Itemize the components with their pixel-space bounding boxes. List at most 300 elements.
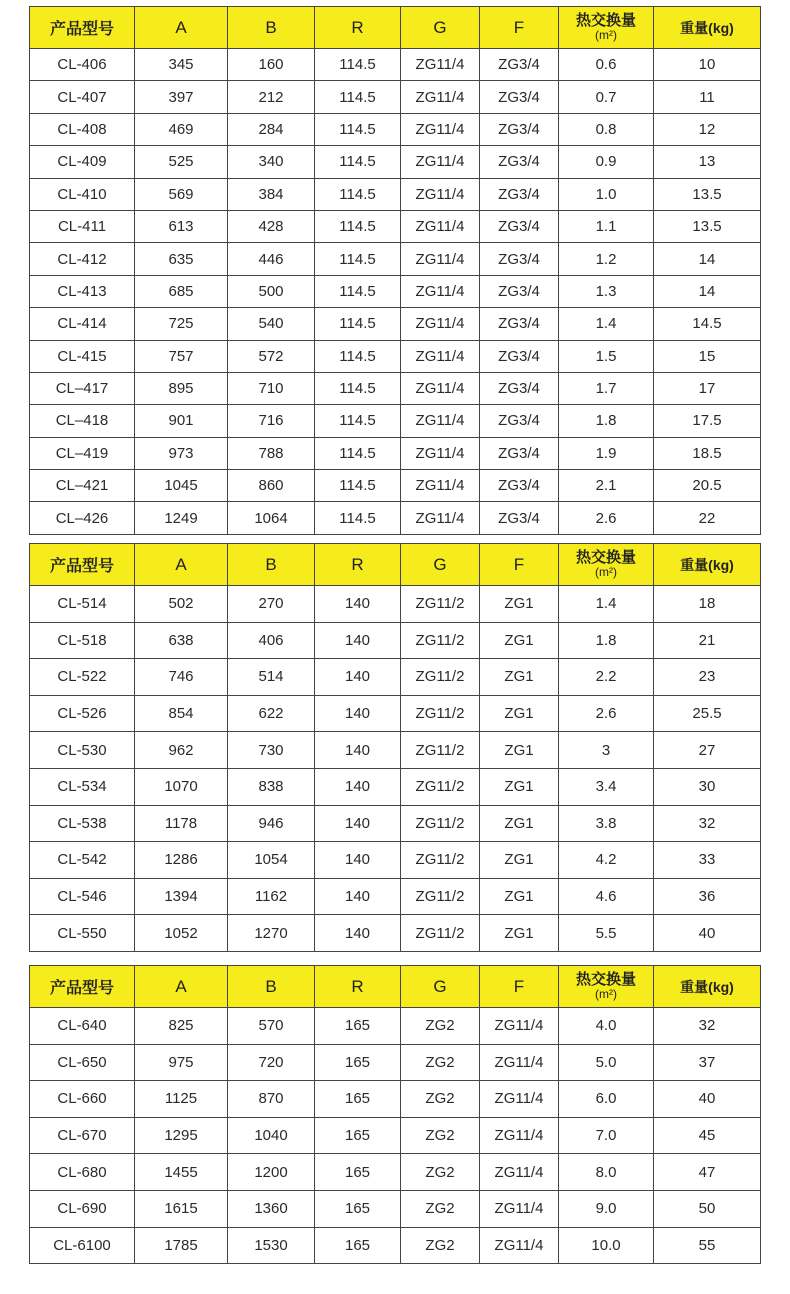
cell-r: 140 xyxy=(315,732,401,769)
cell-weight: 13.5 xyxy=(654,210,761,242)
cell-model: CL-518 xyxy=(30,622,135,659)
cell-r: 114.5 xyxy=(315,113,401,145)
cell-b: 340 xyxy=(228,146,315,178)
header-model: 产品型号 xyxy=(30,544,135,586)
cell-a: 1286 xyxy=(135,842,228,879)
cell-heat-exchange: 7.0 xyxy=(559,1117,654,1154)
cell-b: 514 xyxy=(228,659,315,696)
cell-a: 975 xyxy=(135,1044,228,1081)
cell-f: ZG3/4 xyxy=(480,113,559,145)
cell-f: ZG1 xyxy=(480,805,559,842)
cell-g: ZG11/2 xyxy=(401,586,480,623)
cell-heat-exchange: 1.3 xyxy=(559,275,654,307)
cell-model: CL–421 xyxy=(30,470,135,502)
header-weight: 重量(kg) xyxy=(654,966,761,1008)
header-heat-exchange xyxy=(559,544,654,586)
cell-heat-exchange: 1.4 xyxy=(559,308,654,340)
cell-r: 114.5 xyxy=(315,275,401,307)
cell-f: ZG11/4 xyxy=(480,1044,559,1081)
cell-heat-exchange: 3.8 xyxy=(559,805,654,842)
cell-r: 165 xyxy=(315,1227,401,1264)
cell-b: 1054 xyxy=(228,842,315,879)
cell-b: 428 xyxy=(228,210,315,242)
cell-model: CL-407 xyxy=(30,81,135,113)
cell-a: 1394 xyxy=(135,878,228,915)
cell-f: ZG1 xyxy=(480,586,559,623)
cell-r: 114.5 xyxy=(315,308,401,340)
cell-f: ZG11/4 xyxy=(480,1081,559,1118)
cell-g: ZG11/2 xyxy=(401,695,480,732)
cell-g: ZG11/2 xyxy=(401,768,480,805)
cell-weight: 14 xyxy=(654,275,761,307)
table-row xyxy=(30,586,761,623)
cell-a: 635 xyxy=(135,243,228,275)
header-model: 产品型号 xyxy=(30,966,135,1008)
cell-g: ZG11/2 xyxy=(401,732,480,769)
cell-g: ZG11/4 xyxy=(401,113,480,145)
cell-a: 1455 xyxy=(135,1154,228,1191)
cell-a: 962 xyxy=(135,732,228,769)
spec-table-500-series xyxy=(29,543,761,952)
cell-g: ZG11/2 xyxy=(401,842,480,879)
cell-g: ZG11/4 xyxy=(401,178,480,210)
cell-heat-exchange: 1.9 xyxy=(559,437,654,469)
cell-weight: 17.5 xyxy=(654,405,761,437)
cell-heat-exchange: 1.8 xyxy=(559,405,654,437)
cell-r: 140 xyxy=(315,878,401,915)
header-f: F xyxy=(480,966,559,1008)
cell-a: 685 xyxy=(135,275,228,307)
cell-f: ZG3/4 xyxy=(480,275,559,307)
cell-a: 895 xyxy=(135,372,228,404)
cell-heat-exchange: 1.4 xyxy=(559,586,654,623)
header-g: G xyxy=(401,966,480,1008)
table-row xyxy=(30,1154,761,1191)
cell-g: ZG2 xyxy=(401,1081,480,1118)
cell-b: 788 xyxy=(228,437,315,469)
cell-weight: 14 xyxy=(654,243,761,275)
cell-weight: 18 xyxy=(654,586,761,623)
table-row xyxy=(30,1117,761,1154)
cell-a: 854 xyxy=(135,695,228,732)
cell-g: ZG11/4 xyxy=(401,437,480,469)
cell-model: CL-406 xyxy=(30,49,135,81)
table-row xyxy=(30,732,761,769)
cell-f: ZG11/4 xyxy=(480,1190,559,1227)
cell-b: 284 xyxy=(228,113,315,145)
cell-b: 270 xyxy=(228,586,315,623)
cell-g: ZG11/4 xyxy=(401,81,480,113)
cell-b: 446 xyxy=(228,243,315,275)
cell-r: 140 xyxy=(315,695,401,732)
cell-r: 114.5 xyxy=(315,340,401,372)
cell-model: CL-660 xyxy=(30,1081,135,1118)
cell-f: ZG11/4 xyxy=(480,1117,559,1154)
cell-f: ZG1 xyxy=(480,878,559,915)
cell-model: CL–419 xyxy=(30,437,135,469)
table-row xyxy=(30,178,761,210)
cell-r: 165 xyxy=(315,1008,401,1045)
cell-weight: 14.5 xyxy=(654,308,761,340)
cell-heat-exchange: 2.6 xyxy=(559,502,654,534)
header-weight: 重量(kg) xyxy=(654,544,761,586)
cell-weight: 15 xyxy=(654,340,761,372)
cell-model: CL-690 xyxy=(30,1190,135,1227)
header-a: A xyxy=(135,966,228,1008)
cell-heat-exchange: 6.0 xyxy=(559,1081,654,1118)
cell-weight: 37 xyxy=(654,1044,761,1081)
cell-g: ZG2 xyxy=(401,1154,480,1191)
header-b: B xyxy=(228,966,315,1008)
cell-g: ZG2 xyxy=(401,1044,480,1081)
cell-weight: 55 xyxy=(654,1227,761,1264)
cell-g: ZG11/4 xyxy=(401,146,480,178)
table-row xyxy=(30,470,761,502)
cell-weight: 40 xyxy=(654,915,761,952)
table-row xyxy=(30,1008,761,1045)
cell-weight: 36 xyxy=(654,878,761,915)
cell-b: 1360 xyxy=(228,1190,315,1227)
cell-model: CL-542 xyxy=(30,842,135,879)
cell-b: 384 xyxy=(228,178,315,210)
cell-a: 725 xyxy=(135,308,228,340)
cell-f: ZG3/4 xyxy=(480,243,559,275)
cell-g: ZG2 xyxy=(401,1227,480,1264)
cell-b: 406 xyxy=(228,622,315,659)
cell-a: 901 xyxy=(135,405,228,437)
cell-g: ZG2 xyxy=(401,1117,480,1154)
cell-r: 114.5 xyxy=(315,405,401,437)
cell-model: CL-534 xyxy=(30,768,135,805)
cell-model: CL-530 xyxy=(30,732,135,769)
cell-g: ZG11/2 xyxy=(401,915,480,952)
cell-b: 1200 xyxy=(228,1154,315,1191)
cell-heat-exchange: 1.1 xyxy=(559,210,654,242)
cell-f: ZG3/4 xyxy=(480,49,559,81)
cell-weight: 50 xyxy=(654,1190,761,1227)
cell-weight: 32 xyxy=(654,1008,761,1045)
cell-r: 140 xyxy=(315,915,401,952)
cell-b: 1162 xyxy=(228,878,315,915)
cell-f: ZG3/4 xyxy=(480,81,559,113)
cell-a: 569 xyxy=(135,178,228,210)
table-row xyxy=(30,113,761,145)
cell-weight: 18.5 xyxy=(654,437,761,469)
cell-weight: 21 xyxy=(654,622,761,659)
cell-f: ZG3/4 xyxy=(480,340,559,372)
cell-a: 746 xyxy=(135,659,228,696)
table-row xyxy=(30,1190,761,1227)
cell-g: ZG11/2 xyxy=(401,878,480,915)
cell-model: CL-550 xyxy=(30,915,135,952)
cell-g: ZG11/4 xyxy=(401,340,480,372)
cell-heat-exchange: 4.2 xyxy=(559,842,654,879)
cell-r: 165 xyxy=(315,1044,401,1081)
cell-weight: 32 xyxy=(654,805,761,842)
cell-f: ZG11/4 xyxy=(480,1154,559,1191)
cell-model: CL-415 xyxy=(30,340,135,372)
cell-model: CL-526 xyxy=(30,695,135,732)
header-model: 产品型号 xyxy=(30,7,135,49)
cell-a: 397 xyxy=(135,81,228,113)
cell-r: 165 xyxy=(315,1117,401,1154)
cell-f: ZG11/4 xyxy=(480,1227,559,1264)
table-row xyxy=(30,146,761,178)
cell-model: CL-546 xyxy=(30,878,135,915)
cell-r: 114.5 xyxy=(315,178,401,210)
cell-b: 540 xyxy=(228,308,315,340)
table-header-row xyxy=(30,966,761,1008)
cell-heat-exchange: 5.0 xyxy=(559,1044,654,1081)
cell-weight: 10 xyxy=(654,49,761,81)
cell-model: CL–417 xyxy=(30,372,135,404)
cell-b: 1040 xyxy=(228,1117,315,1154)
cell-weight: 27 xyxy=(654,732,761,769)
cell-heat-exchange: 3 xyxy=(559,732,654,769)
cell-model: CL-414 xyxy=(30,308,135,340)
cell-a: 638 xyxy=(135,622,228,659)
table-row xyxy=(30,437,761,469)
cell-f: ZG1 xyxy=(480,732,559,769)
cell-heat-exchange: 1.5 xyxy=(559,340,654,372)
cell-weight: 23 xyxy=(654,659,761,696)
header-g: G xyxy=(401,544,480,586)
cell-r: 114.5 xyxy=(315,210,401,242)
table-row xyxy=(30,308,761,340)
cell-f: ZG3/4 xyxy=(480,470,559,502)
table-row xyxy=(30,1227,761,1264)
cell-weight: 13 xyxy=(654,146,761,178)
cell-weight: 13.5 xyxy=(654,178,761,210)
cell-heat-exchange: 4.6 xyxy=(559,878,654,915)
cell-r: 114.5 xyxy=(315,49,401,81)
cell-model: CL-680 xyxy=(30,1154,135,1191)
cell-f: ZG1 xyxy=(480,842,559,879)
cell-r: 114.5 xyxy=(315,437,401,469)
cell-a: 613 xyxy=(135,210,228,242)
cell-a: 1125 xyxy=(135,1081,228,1118)
table-row xyxy=(30,405,761,437)
table-row xyxy=(30,502,761,534)
cell-f: ZG3/4 xyxy=(480,178,559,210)
header-a: A xyxy=(135,7,228,49)
cell-model: CL-6100 xyxy=(30,1227,135,1264)
cell-heat-exchange: 1.2 xyxy=(559,243,654,275)
cell-f: ZG3/4 xyxy=(480,437,559,469)
cell-heat-exchange: 0.6 xyxy=(559,49,654,81)
cell-heat-exchange: 8.0 xyxy=(559,1154,654,1191)
cell-model: CL-670 xyxy=(30,1117,135,1154)
cell-r: 114.5 xyxy=(315,470,401,502)
header-r: R xyxy=(315,966,401,1008)
table-header-row xyxy=(30,7,761,49)
cell-a: 1052 xyxy=(135,915,228,952)
spec-table-600-series xyxy=(29,965,761,1264)
cell-f: ZG3/4 xyxy=(480,308,559,340)
cell-b: 212 xyxy=(228,81,315,113)
table-row xyxy=(30,81,761,113)
cell-model: CL-411 xyxy=(30,210,135,242)
cell-a: 345 xyxy=(135,49,228,81)
cell-model: CL-514 xyxy=(30,586,135,623)
cell-f: ZG3/4 xyxy=(480,502,559,534)
cell-r: 114.5 xyxy=(315,502,401,534)
cell-f: ZG1 xyxy=(480,659,559,696)
cell-g: ZG11/4 xyxy=(401,405,480,437)
cell-a: 825 xyxy=(135,1008,228,1045)
cell-b: 730 xyxy=(228,732,315,769)
cell-model: CL-408 xyxy=(30,113,135,145)
cell-b: 860 xyxy=(228,470,315,502)
table-row xyxy=(30,275,761,307)
cell-heat-exchange: 1.8 xyxy=(559,622,654,659)
table-row xyxy=(30,340,761,372)
cell-r: 140 xyxy=(315,586,401,623)
header-r: R xyxy=(315,7,401,49)
cell-a: 1070 xyxy=(135,768,228,805)
cell-r: 140 xyxy=(315,768,401,805)
cell-heat-exchange: 4.0 xyxy=(559,1008,654,1045)
cell-b: 570 xyxy=(228,1008,315,1045)
cell-r: 114.5 xyxy=(315,243,401,275)
cell-f: ZG11/4 xyxy=(480,1008,559,1045)
table-row xyxy=(30,210,761,242)
cell-model: CL-538 xyxy=(30,805,135,842)
cell-heat-exchange: 0.7 xyxy=(559,81,654,113)
cell-a: 973 xyxy=(135,437,228,469)
cell-heat-exchange: 2.2 xyxy=(559,659,654,696)
cell-r: 140 xyxy=(315,622,401,659)
header-b: B xyxy=(228,544,315,586)
cell-b: 870 xyxy=(228,1081,315,1118)
cell-g: ZG11/4 xyxy=(401,470,480,502)
cell-heat-exchange: 5.5 xyxy=(559,915,654,952)
cell-heat-exchange: 3.4 xyxy=(559,768,654,805)
header-heat-exchange xyxy=(559,966,654,1008)
header-heat-unit: (m²) xyxy=(595,28,617,42)
header-f: F xyxy=(480,544,559,586)
table-row xyxy=(30,243,761,275)
cell-model: CL–426 xyxy=(30,502,135,534)
table-row xyxy=(30,1081,761,1118)
table-row xyxy=(30,915,761,952)
cell-g: ZG11/4 xyxy=(401,502,480,534)
cell-model: CL-640 xyxy=(30,1008,135,1045)
cell-f: ZG3/4 xyxy=(480,372,559,404)
cell-heat-exchange: 0.8 xyxy=(559,113,654,145)
header-a: A xyxy=(135,544,228,586)
cell-a: 1785 xyxy=(135,1227,228,1264)
cell-r: 140 xyxy=(315,805,401,842)
cell-heat-exchange: 2.1 xyxy=(559,470,654,502)
cell-a: 469 xyxy=(135,113,228,145)
cell-heat-exchange: 10.0 xyxy=(559,1227,654,1264)
table-row xyxy=(30,842,761,879)
cell-a: 1249 xyxy=(135,502,228,534)
cell-r: 140 xyxy=(315,659,401,696)
spec-table-400-series xyxy=(29,6,761,535)
cell-r: 114.5 xyxy=(315,81,401,113)
cell-b: 160 xyxy=(228,49,315,81)
header-heat-label: 热交换量 xyxy=(575,549,636,566)
cell-b: 710 xyxy=(228,372,315,404)
cell-r: 114.5 xyxy=(315,146,401,178)
cell-f: ZG1 xyxy=(480,695,559,732)
cell-model: CL-410 xyxy=(30,178,135,210)
cell-r: 114.5 xyxy=(315,372,401,404)
cell-a: 1045 xyxy=(135,470,228,502)
cell-g: ZG11/4 xyxy=(401,372,480,404)
cell-weight: 22 xyxy=(654,502,761,534)
cell-model: CL-412 xyxy=(30,243,135,275)
cell-model: CL-413 xyxy=(30,275,135,307)
cell-b: 1064 xyxy=(228,502,315,534)
cell-f: ZG1 xyxy=(480,768,559,805)
cell-b: 838 xyxy=(228,768,315,805)
header-heat-label: 热交换量 xyxy=(575,971,636,988)
cell-g: ZG11/2 xyxy=(401,659,480,696)
cell-b: 622 xyxy=(228,695,315,732)
header-heat-exchange xyxy=(559,7,654,49)
cell-weight: 12 xyxy=(654,113,761,145)
cell-f: ZG3/4 xyxy=(480,146,559,178)
cell-g: ZG11/4 xyxy=(401,275,480,307)
cell-g: ZG11/4 xyxy=(401,308,480,340)
header-weight: 重量(kg) xyxy=(654,7,761,49)
cell-f: ZG1 xyxy=(480,915,559,952)
table-row xyxy=(30,1044,761,1081)
header-f: F xyxy=(480,7,559,49)
cell-f: ZG3/4 xyxy=(480,210,559,242)
cell-b: 720 xyxy=(228,1044,315,1081)
table-row xyxy=(30,805,761,842)
header-heat-label: 热交换量 xyxy=(575,12,636,29)
cell-b: 572 xyxy=(228,340,315,372)
cell-model: CL-522 xyxy=(30,659,135,696)
header-r: R xyxy=(315,544,401,586)
cell-r: 165 xyxy=(315,1190,401,1227)
cell-a: 757 xyxy=(135,340,228,372)
cell-heat-exchange: 1.7 xyxy=(559,372,654,404)
table-row xyxy=(30,878,761,915)
cell-weight: 20.5 xyxy=(654,470,761,502)
cell-r: 165 xyxy=(315,1154,401,1191)
table-row xyxy=(30,695,761,732)
cell-heat-exchange: 1.0 xyxy=(559,178,654,210)
cell-model: CL-409 xyxy=(30,146,135,178)
table-row xyxy=(30,372,761,404)
cell-a: 1615 xyxy=(135,1190,228,1227)
cell-a: 1178 xyxy=(135,805,228,842)
header-g: G xyxy=(401,7,480,49)
cell-r: 140 xyxy=(315,842,401,879)
cell-g: ZG11/4 xyxy=(401,210,480,242)
cell-a: 1295 xyxy=(135,1117,228,1154)
cell-heat-exchange: 0.9 xyxy=(559,146,654,178)
cell-g: ZG11/4 xyxy=(401,49,480,81)
cell-b: 716 xyxy=(228,405,315,437)
cell-g: ZG11/2 xyxy=(401,622,480,659)
header-heat-unit: (m²) xyxy=(595,565,617,579)
cell-f: ZG3/4 xyxy=(480,405,559,437)
table-row xyxy=(30,768,761,805)
cell-weight: 25.5 xyxy=(654,695,761,732)
cell-weight: 33 xyxy=(654,842,761,879)
cell-g: ZG11/2 xyxy=(401,805,480,842)
table-row xyxy=(30,622,761,659)
cell-g: ZG11/4 xyxy=(401,243,480,275)
cell-r: 165 xyxy=(315,1081,401,1118)
